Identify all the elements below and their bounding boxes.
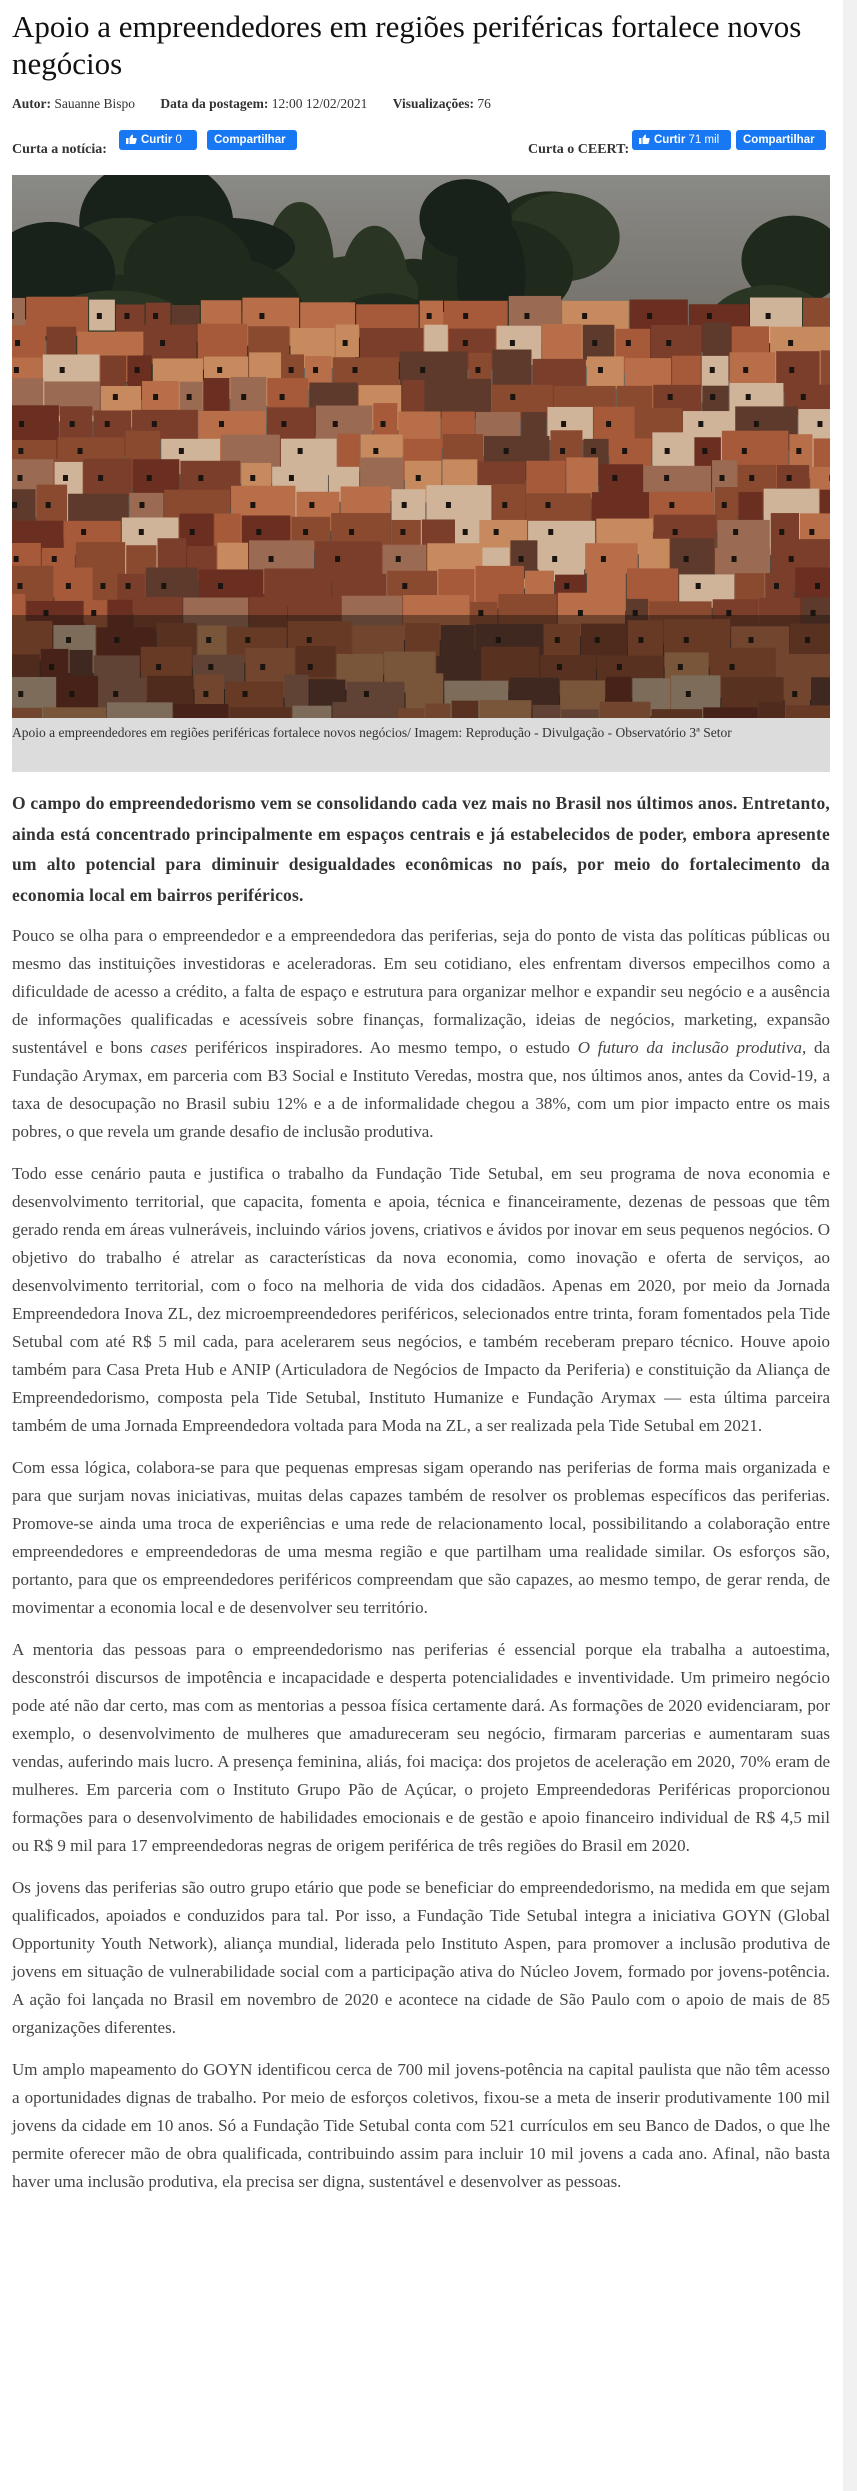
paragraph-5: Os jovens das periferias são outro grupo etário que pode se beneficiar do empreendedorismo, na medida em que sejam qualificados, apoiados e conduzidos para tal. Por isso, a Fundação Tide Setubal integra a iniciativa GOYN (Global Opportunity Youth Network), aliança mundial, liderada pelo Instituto Aspen, para promover a inclusão produtiva de jovens em situação de vulnerabilidade social com a participação ativa do Núcleo Jovem, formado por jovens-potência. A ação foi lançada no Brasil em novembro de 2020 e acontece na cidade de São Paulo com o apoio de mais de 85 organizações diferentes. xyxy=(12,1878,830,2037)
article-meta xyxy=(12,96,830,112)
ceert-share-button[interactable]: Compartilhar xyxy=(736,130,826,150)
news-like-button[interactable] xyxy=(119,130,197,150)
paragraph-2: Todo esse cenário pauta e justifica o trabalho da Fundação Tide Setubal, em seu programa de nova economia e desenvolvimento territorial, que capacita, fomenta e apoia, técnica e financeiramente, dezenas de pessoas que têm gerado renda em áreas vulneráveis, incluindo vários jovens, criativos e ávidos por inovar em seus pequenos negócios. O objetivo do trabalho é atrelar as características da nova economia, como inovação e oferta de serviços, ao desenvolvimento territorial, com o foco na melhoria de vida dos cidadãos. Apenas em 2020, por meio da Jornada Empreendedora Inova ZL, dez microempreendedores periféricos, selecionados entre trinta, foram fomentados pela Tide Setubal com até R$ 5 mil cada, para acelerarem seus negócios, e também receberam preparo técnico. Houve apoio também para Casa Preta Hub e ANIP (Articuladora de Negócios de Impacto da Periferia) e constituição da Aliança de Empreendedorismo, composta pela Tide Setubal, Instituto Humanize e Fundação Arymax — esta última parceira também de uma Jornada Empreendedora voltada para Moda na ZL, a ser realizada pela Tide Setubal em 2021. xyxy=(12,1164,830,1435)
article xyxy=(12,0,830,2210)
news-like-text: Curtir xyxy=(141,134,173,146)
paragraph-text: Pouco se olha para o empreendedor e a empreendedora das periferias, seja do ponto de vista das políticas públicas ou mesmo das instituições investidoras e aceleradoras. Em seu cotidiano, eles enfrentam diversos empecilhos como a dificuldade de acesso a crédito, a falta de espaço e estrutura para organizar melhor e expandir seu negócio e a ausência de informações qualificadas e acessíveis sobre finanças, formalização, ideias de negócios, marketing, expansão sustentável e bons xyxy=(12,926,830,1057)
thumbs-up-icon xyxy=(126,134,137,144)
views-label: Visualizações: xyxy=(392,96,475,111)
paragraph-6: Um amplo mapeamento do GOYN identificou cerca de 700 mil jovens-potência na capital paulista que não têm acesso a oportunidades dignas de trabalho. Por meio de esforços coletivos, fixou-se a meta de inserir produtivamente 100 mil jovens da cidade em 10 anos. Só a Fundação Tide Setubal conta com 521 currículos em seu Banco de Dados, o que lhe permite oferecer mão de obra qualificada, contribuindo assim para incluir 10 mil jovens a cada ano. Afinal, não basta haver uma inclusão produtiva, ela precisa ser digna, sustentável e desenvolver as pessoas. xyxy=(12,2060,830,2191)
ceert-like-text: Curtir xyxy=(654,134,686,146)
social-bar xyxy=(12,124,830,166)
ceert-like-count: 71 mil xyxy=(688,134,720,146)
article-title: Apoio a empreendedores em regiões periféricas fortalece novos negócios xyxy=(12,9,802,81)
author-label: Autor: xyxy=(12,96,51,111)
article-lead: O campo do empreendedorismo vem se consolidando cada vez mais no Brasil nos últimos anos. Entretanto, ainda está concentrado principalmente em espaços centrais e já estabelecidos de poder, embora apresente um alto potencial para diminuir desigualdades econômicas no país, por meio do fortalecimento da economia local em bairros periféricos. xyxy=(12,793,830,905)
author-name: Sauanne Bispo xyxy=(54,96,135,111)
paragraph-text: periféricos inspiradores. Ao mesmo tempo, o estudo xyxy=(187,1038,578,1057)
paragraph-3: Com essa lógica, colabora-se para que pequenas empresas sigam operando nas periferias de forma mais organizada e para que surjam novas iniciativas, muitas delas capazes também de resolver os problemas específicos das periferias. Promove-se ainda uma troca de experiências e uma rede de relacionamento local, possibilitando a colaboração entre empreendedores e empreendedoras de uma mesma região e que partilham uma realidade similar. Os esforços são, portanto, para que os empreendedores periféricos compreendam que são capazes, ao mesmo tempo, de gerar renda, de movimentar a economia local e de desenvolver seu território. xyxy=(12,1458,830,1617)
thumbs-up-icon xyxy=(639,134,650,144)
date-label: Data da postagem: xyxy=(160,96,269,111)
post-date: 12:00 12/02/2021 xyxy=(271,96,368,111)
page-scrollbar[interactable] xyxy=(843,0,857,2491)
article-photo-favela xyxy=(12,175,830,718)
views-count: 76 xyxy=(477,96,491,111)
paragraph-1 xyxy=(12,922,830,1146)
study-title: O futuro da inclusão produtiva xyxy=(577,1038,802,1057)
italic-term: cases xyxy=(150,1038,188,1057)
news-like-count: 0 xyxy=(175,134,182,146)
paragraph-text: , da Fundação Arymax, em parceria com B3 Social e Instituto Veredas, mostra que, nos últimos anos, antes da Covid-19, a taxa de desocupação no Brasil subiu 12% e a de informalidade chegou a 38%, com um pior impacto entre os mais pobres, o que revela um grande desafio de inclusão produtiva. xyxy=(12,1038,830,1141)
paragraph-4: A mentoria das pessoas para o empreendedorismo nas periferias é essencial porque ela trabalha a autoestima, desconstrói discursos de impotência e incapacidade e desperta potencialidades e inventividade. Um primeiro negócio pode até não dar certo, mas com as mentorias a pessoa física certamente dará. As formações de 2020 evidenciaram, por exemplo, o desenvolvimento de mulheres que amadureceram seu negócio, firmaram parcerias e aumentaram suas vendas, auferindo mais lucro. A presença feminina, aliás, foi maciça: dos projetos de aceleração em 2020, 70% eram de mulheres. Em parceria com o Instituto Grupo Pão de Açúcar, o projeto Empreendedoras Periféricas proporcionou formações para o desenvolvimento de habilidades emocionais e de gestão e apoio financeiro individual de R$ 4,5 mil ou R$ 9 mil para 17 empreendedoras negras de origem periférica de três regiões do Brasil em 2020. xyxy=(12,1640,830,1855)
ceert-like-button[interactable] xyxy=(632,130,731,150)
ceert-like-label: Curta o CEERT: xyxy=(528,142,630,157)
photo-caption: Apoio a empreendedores em regiões periféricas fortalece novos negócios/ Imagem: Reprodução - Divulgação - Observatório 3ª Setor xyxy=(12,718,830,772)
news-share-button[interactable]: Compartilhar xyxy=(207,130,297,150)
news-like-label: Curta a notícia: xyxy=(12,142,107,157)
